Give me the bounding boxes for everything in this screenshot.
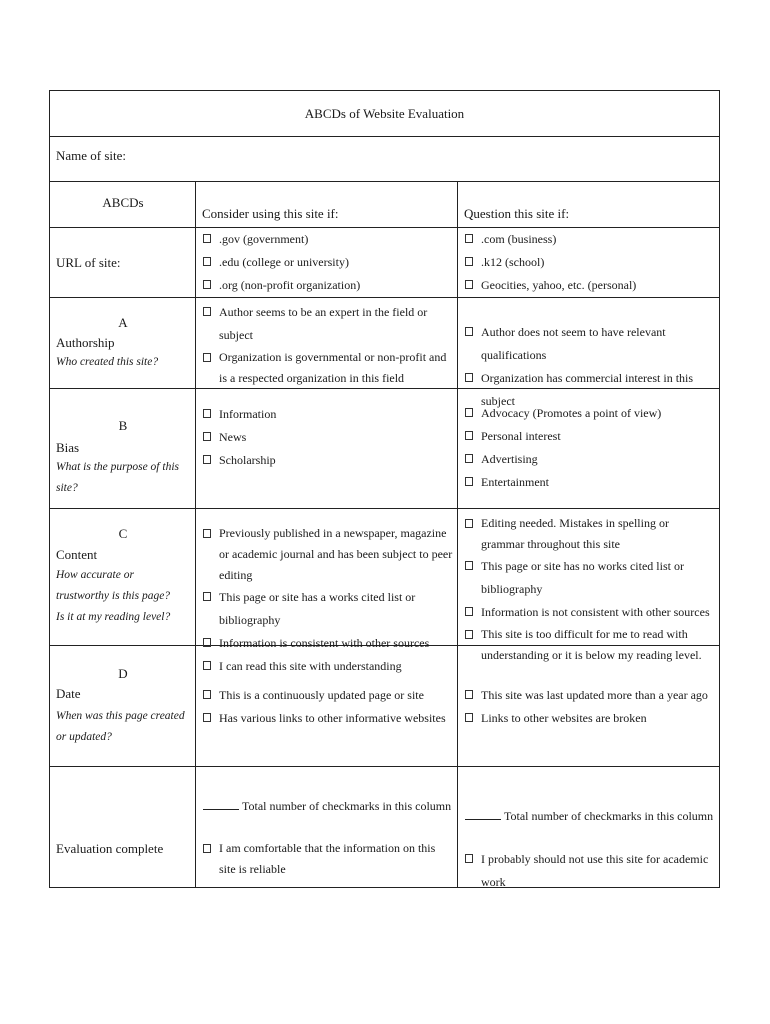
name-of-site-label: Name of site: <box>56 148 127 163</box>
checkbox-icon[interactable] <box>203 455 211 464</box>
title-row <box>50 91 719 137</box>
bias-row <box>50 389 719 509</box>
date-label: Date <box>56 686 81 701</box>
evaluation-question-list <box>465 848 715 894</box>
checklist-item[interactable]: .org (non-profit organization) <box>203 274 453 297</box>
url-consider-list <box>203 228 453 297</box>
content-question: How accurate or trustworthy is this page? <box>56 569 171 602</box>
authorship-row <box>50 298 719 408</box>
checklist-item[interactable]: I am comfortable that the information on this site is reliable <box>203 838 453 880</box>
checkbox-icon[interactable] <box>203 690 211 699</box>
checklist-item[interactable]: Links to other websites are broken <box>465 707 715 730</box>
checklist-item[interactable]: Author does not seem to have relevant qualifications <box>465 321 715 367</box>
checkbox-icon[interactable] <box>203 234 211 243</box>
checklist-item[interactable]: This is a continuously updated page or site <box>203 684 453 707</box>
checkbox-icon[interactable] <box>203 307 211 316</box>
checkbox-icon[interactable] <box>203 713 211 722</box>
checkbox-icon[interactable] <box>203 257 211 266</box>
bias-question-list <box>465 402 715 494</box>
checkbox-icon[interactable] <box>203 432 211 441</box>
checkbox-icon[interactable] <box>465 854 473 863</box>
checkbox-icon[interactable] <box>465 607 473 616</box>
checkbox-icon[interactable] <box>465 257 473 266</box>
checkbox-icon[interactable] <box>203 409 211 418</box>
checklist-item[interactable]: This site was last updated more than a year ago <box>465 684 715 707</box>
checkbox-icon[interactable] <box>203 529 211 538</box>
checklist-item[interactable]: .edu (college or university) <box>203 251 453 274</box>
checklist-item[interactable]: This page or site has a works cited list or bibliography <box>203 586 453 632</box>
bias-question: What is the purpose of this site? <box>56 461 179 494</box>
checklist-item[interactable]: Organization has commercial interest in this subject <box>465 367 715 413</box>
content-label: Content <box>56 547 98 562</box>
checklist-item[interactable]: I probably should not use this site for academic work <box>465 848 715 894</box>
checklist-item[interactable]: Personal interest <box>465 425 715 448</box>
authorship-consider-list <box>203 301 453 389</box>
date-question-list <box>465 684 715 730</box>
date-question: When was this page created or updated? <box>56 710 185 743</box>
checklist-item[interactable]: Entertainment <box>465 471 715 494</box>
checklist-item[interactable]: Advertising <box>465 448 715 471</box>
question-header: Question this site if: <box>464 206 570 221</box>
checkbox-icon[interactable] <box>465 690 473 699</box>
url-question-list <box>465 228 715 297</box>
checklist-item[interactable]: Scholarship <box>203 449 453 472</box>
url-label: URL of site: <box>56 255 121 270</box>
evaluation-form <box>49 90 720 888</box>
checkbox-icon[interactable] <box>465 561 473 570</box>
content-row <box>50 509 719 673</box>
content-question-list <box>465 513 715 666</box>
reading-level-question: Is it at my reading level? <box>56 611 171 623</box>
consider-header: Consider using this site if: <box>202 206 339 221</box>
checklist-item[interactable]: This page or site has no works cited list or bibliography <box>465 555 715 601</box>
checkbox-icon[interactable] <box>465 713 473 722</box>
checklist-item[interactable]: Previously published in a newspaper, magazine or academic journal and has been subject to peer editing <box>203 523 453 586</box>
checkbox-icon[interactable] <box>465 327 473 336</box>
total-blank[interactable] <box>465 809 501 820</box>
date-row <box>50 646 719 767</box>
checklist-item[interactable]: .k12 (school) <box>465 251 715 274</box>
question-total: Total number of checkmarks in this column <box>465 809 713 824</box>
checklist-item[interactable]: Information is not consistent with other sources <box>465 601 715 624</box>
checkbox-icon[interactable] <box>465 408 473 417</box>
checkbox-icon[interactable] <box>465 477 473 486</box>
checkbox-icon[interactable] <box>465 519 473 528</box>
bias-label: Bias <box>56 440 80 455</box>
date-consider-list <box>203 684 453 730</box>
checklist-item[interactable]: This site is too difficult for me to read with understanding or it is below my reading level. <box>465 624 715 666</box>
evaluation-row <box>50 767 719 887</box>
checkbox-icon[interactable] <box>203 353 211 362</box>
content-letter: C <box>118 526 128 541</box>
evaluation-label: Evaluation complete <box>56 841 164 856</box>
checkbox-icon[interactable] <box>465 630 473 639</box>
checklist-item[interactable]: Organization is governmental or non-profit and is a respected organization in this field <box>203 347 453 389</box>
checkbox-icon[interactable] <box>465 280 473 289</box>
checklist-item[interactable]: Has various links to other informative websites <box>203 707 453 730</box>
header-row <box>50 182 719 228</box>
checklist-item[interactable]: I can read this site with understanding <box>203 655 453 678</box>
name-of-site-row <box>50 137 719 182</box>
checkbox-icon[interactable] <box>465 373 473 382</box>
checkbox-icon[interactable] <box>203 844 211 853</box>
checkbox-icon[interactable] <box>465 454 473 463</box>
checkbox-icon[interactable] <box>203 280 211 289</box>
checklist-item[interactable]: Editing needed. Mistakes in spelling or grammar throughout this site <box>465 513 715 555</box>
abcds-header: ABCDs <box>102 195 144 210</box>
checklist-item[interactable]: News <box>203 426 453 449</box>
bias-letter: B <box>118 418 128 433</box>
checklist-item[interactable]: .gov (government) <box>203 228 453 251</box>
authorship-question: Who created this site? <box>56 356 159 368</box>
consider-total: Total number of checkmarks in this column <box>203 799 451 814</box>
checklist-item[interactable]: Information <box>203 403 453 426</box>
form-title: ABCDs of Website Evaluation <box>304 105 465 121</box>
bias-consider-list <box>203 403 453 472</box>
authorship-letter: A <box>118 315 128 330</box>
checklist-item[interactable]: Author seems to be an expert in the field or subject <box>203 301 453 347</box>
checkbox-icon[interactable] <box>203 592 211 601</box>
checklist-item[interactable]: Geocities, yahoo, etc. (personal) <box>465 274 715 297</box>
checklist-item[interactable]: .com (business) <box>465 228 715 251</box>
checkbox-icon[interactable] <box>465 431 473 440</box>
date-letter: D <box>118 666 128 681</box>
url-row <box>50 228 719 298</box>
total-blank[interactable] <box>203 799 239 810</box>
checklist-item[interactable]: Advocacy (Promotes a point of view) <box>465 402 715 425</box>
authorship-label: Authorship <box>56 335 115 350</box>
evaluation-consider-list <box>203 838 453 880</box>
checkbox-icon[interactable] <box>465 234 473 243</box>
checklist-item[interactable]: Information is consistent with other sources <box>203 632 453 655</box>
